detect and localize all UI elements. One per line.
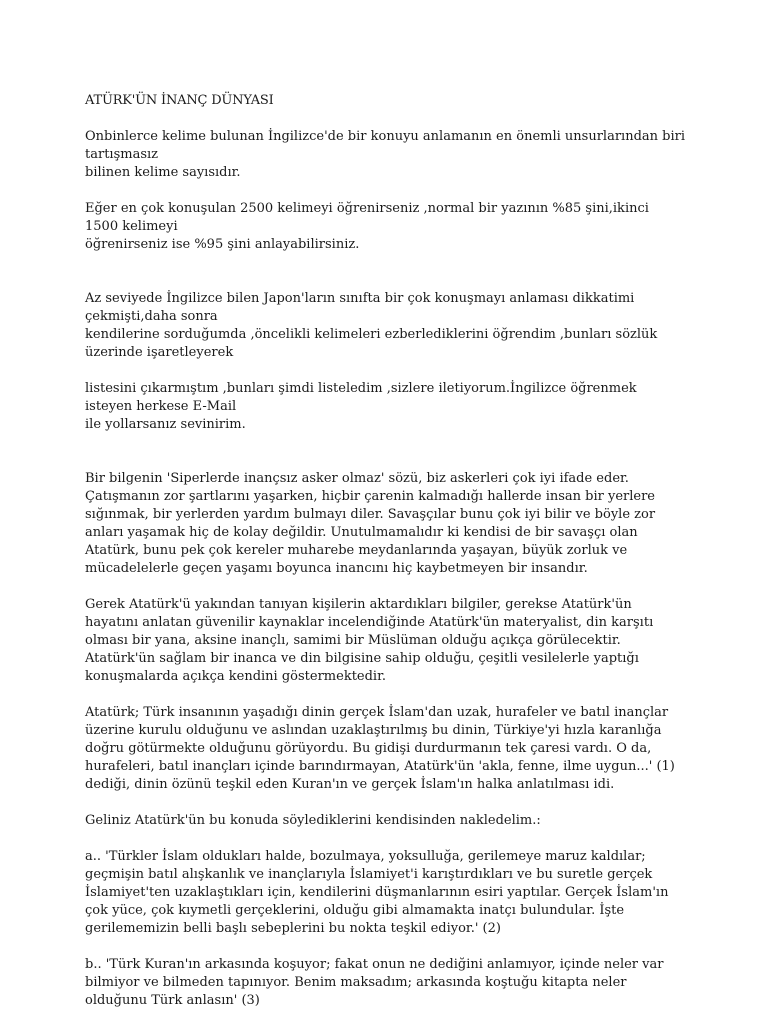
paragraph-4: listesini çıkarmıştım ,bunları şimdi listeledim ,sizlere iletiyorum.İngilizce öğrenmek isteyen herkese E-Mail ile yollarsanız sevinirim. xyxy=(85,381,637,432)
paragraph-9: a.. 'Türkler İslam oldukları halde, bozulmaya, yoksulluğa, gerilemeye maruz kaldılar; geçmişin batıl alışkanlık ve inançlarıyla İslamiyet'i karıştırdıkları ve bu suretle gerçek İslamiyet'ten uzaklaştıkları için, kendilerini düşmanlarının esiri yaptılar. Gerçek İslam'ın çok yüce, çok kıymetli gerçeklerini, olduğu gibi almamakta inatçı bulundular. İşte gerilememizin belli başlı sebeplerini bu nokta teşkil ediyor.' (2) xyxy=(85,849,669,936)
paragraph-10: b.. 'Türk Kuran'ın arkasında koşuyor; fakat onun ne dediğini anlamıyor, içinde neler var bilmiyor ve bilmeden tapınıyor. Benim maksadım; arkasında koştuğu kitapta neler olduğunu Türk anlasın' (3) xyxy=(85,957,664,1008)
paragraph-3: Az seviyede İngilizce bilen Japon'ların sınıfta bir çok konuşmayı anlaması dikkatimi çekmişti,daha sonra kendilerine sorduğumda ,öncelikli kelimeleri ezberlediklerini öğrendim ,bunları sözlük üzerinde işaretleyerek xyxy=(85,291,658,360)
document-title: ATÜRK'ÜN İNANÇ DÜNYASI xyxy=(85,93,274,108)
spacer xyxy=(85,272,685,290)
spacer xyxy=(85,452,685,470)
paragraph-1: Onbinlerce kelime bulunan İngilizce'de bir konuyu anlamanın en önemli unsurlarından biri tartışmasız bilinen kelime sayısıdır. xyxy=(85,129,686,180)
paragraph-2: Eğer en çok konuşulan 2500 kelimeyi öğrenirseniz ,normal bir yazının %85 şini,ikinci 1500 kelimeyi öğrenirseniz ise %95 şini anlayabilirsiniz. xyxy=(85,201,649,252)
paragraph-8: Geliniz Atatürk'ün bu konuda söylediklerini kendisinden nakledelim.: xyxy=(85,813,541,828)
paragraph-7: Atatürk; Türk insanının yaşadığı dinin gerçek İslam'dan uzak, hurafeler ve batıl inançlar üzerine kurulu olduğunu ve aslından uzaklaştırılmış bu dinin, Türkiye'yi hızla karanlığa doğru götürmekte olduğunu görüyordu. Bu gidişi durdurmanın tek çaresi vardı. O da, hurafeleri, batıl inançları içinde barındırmayan, Atatürk'ün 'akla, fenne, ilme uygun...' (1) dediği, dinin özünü teşkil eden Kuran'ın ve gerçek İslam'ın halka anlatılması idi. xyxy=(85,705,675,792)
document-body xyxy=(85,92,685,1028)
paragraph-5: Bir bilgenin 'Siperlerde inançsız asker olmaz' sözü, biz askerleri çok iyi ifade eder. Çatışmanın zor şartlarını yaşarken, hiçbir çarenin kalmadığı hallerde insan bir yerlere sığınmak, bir yerlerden yardım bulmayı diler. Savaşçılar bunu çok iyi bilir ve böyle zor anları yaşamak hiç de kolay değildir. Unutulmamalıdır ki kendisi de bir savaşçı olan Atatürk, bunu pek çok kereler muharebe meydanlarında yaşayan, büyük zorluk ve mücadelelerle geçen yaşamı boyunca inancını hiç kaybetmeyen bir insandır. xyxy=(85,471,656,576)
paragraph-6: Gerek Atatürk'ü yakından tanıyan kişilerin aktardıkları bilgiler, gerekse Atatürk'ün hayatını anlatan güvenilir kaynaklar incelendiğinde Atatürk'ün materyalist, din karşıtı olması bir yana, aksine inançlı, samimi bir Müslüman olduğu açıkça görülecektir. Atatürk'ün sağlam bir inanca ve din bilgisine sahip olduğu, çeşitli vesilelerle yaptığı konuşmalarda açıkça kendini göstermektedir. xyxy=(85,597,654,684)
